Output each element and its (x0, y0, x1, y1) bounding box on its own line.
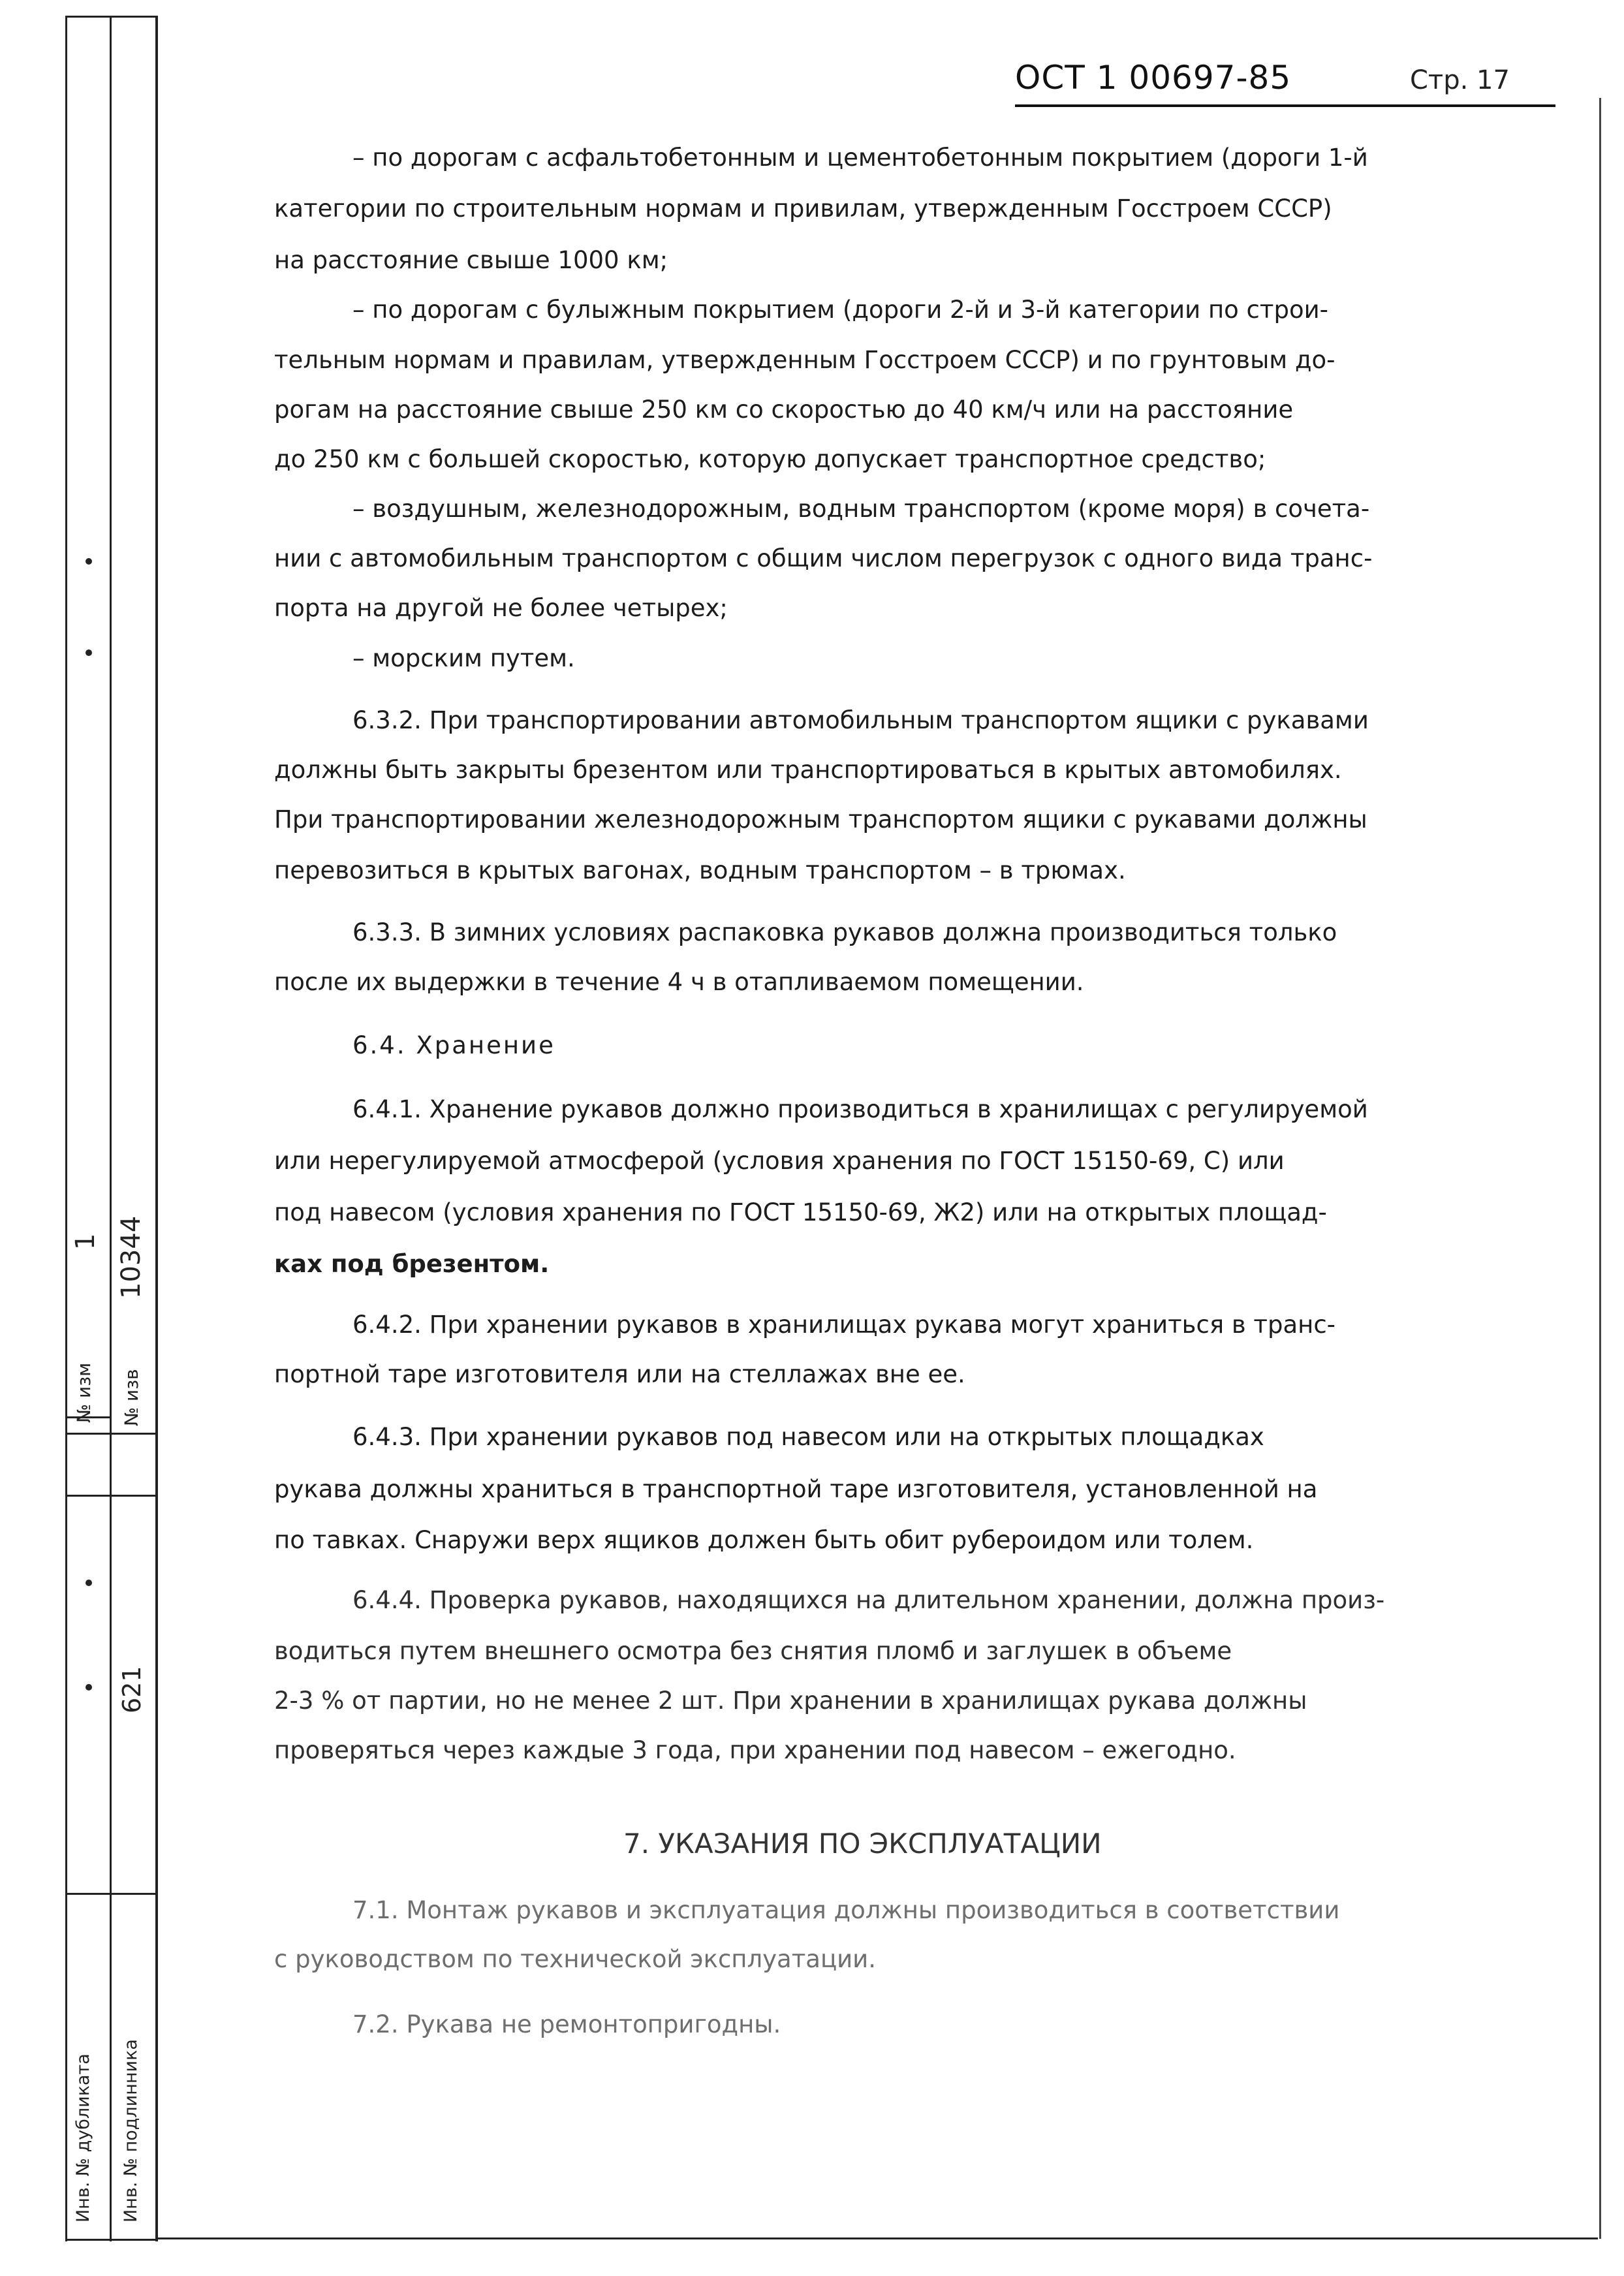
body-line: нии с автомобильным транспортом с общим числом перегрузок с одного вида транс- (274, 544, 1373, 572)
body-line: – по дорогам с булыжным покрытием (дороги 2-й и 3-й категории по строи- (352, 296, 1328, 324)
page-frame-right-border (1599, 98, 1601, 2239)
paragraph-6-4-1: 6.4.1. Хранение рукавов должно производиться в хранилищах с регулируемой (352, 1095, 1368, 1123)
paragraph-6-3-3: 6.3.3. В зимних условиях распаковка рукавов должна производиться только (352, 918, 1337, 946)
body-line: или нерегулируемой атмосферой (условия хранения по ГОСТ 15150-69, С) или (274, 1147, 1285, 1175)
body-line: категории по строительным нормам и привилам, утвержденным Госстроем СССР) (274, 195, 1332, 223)
paragraph-6-4-4: 6.4.4. Проверка рукавов, находящихся на длительном хранении, должна произ- (352, 1586, 1385, 1614)
stamp-mark (86, 1580, 92, 1586)
body-line: портной таре изготовителя или на стеллажах вне ее. (274, 1360, 965, 1388)
body-line: до 250 км с большей скоростью, которую допускает транспортное средство; (274, 445, 1266, 473)
subsection-title-storage: 6.4. Хранение (352, 1031, 555, 1059)
document-number: ОСТ 1 00697-85 (1015, 59, 1292, 97)
body-line: – по дорогам с асфальтобетонным и цементобетонным покрытием (дороги 1-й (352, 144, 1368, 172)
body-line: проверяться через каждые 3 года, при хранении под навесом – ежегодно. (274, 1736, 1236, 1764)
body-line: после их выдержки в течение 4 ч в отапливаемом помещении. (274, 968, 1084, 996)
notice-number-value: 10344 (116, 1215, 146, 1299)
original-inventory-label: Инв. № подлинника (121, 2039, 141, 2222)
stamp-divider (65, 1495, 157, 1497)
body-line: 2-3 % от партии, но не менее 2 шт. При хранении в хранилищах рукава должны (274, 1687, 1307, 1715)
body-line: – воздушным, железнодорожным, водным транспортом (кроме моря) в сочета- (352, 495, 1370, 523)
stamp-divider (65, 16, 157, 18)
inventory-number-value: 621 (117, 1666, 146, 1713)
stamp-divider (65, 2239, 157, 2241)
body-line: порта на другой не более четырех; (274, 594, 728, 622)
stamp-divider (65, 1433, 157, 1435)
body-line: тельным нормам и правилам, утвержденным Госстроем СССР) и по грунтовым до- (274, 346, 1335, 374)
page-frame-left-border (155, 16, 158, 2241)
stamp-mark (86, 558, 92, 565)
header-underline (1015, 104, 1555, 107)
body-line: перевозиться в крытых вагонах, водным транспортом – в трюмах. (274, 856, 1126, 884)
duplicate-inventory-label: Инв. № дубликата (73, 2053, 93, 2222)
body-line: под навесом (условия хранения по ГОСТ 15150-69, Ж2) или на открытых площад- (274, 1198, 1327, 1226)
body-line: по тавках. Снаружи верх ящиков должен быть обит рубероидом или толем. (274, 1526, 1254, 1554)
change-number-value: 1 (70, 1233, 101, 1250)
section-7-heading: 7. УКАЗАНИЯ ПО ЭКСПЛУАТАЦИИ (623, 1828, 1102, 1860)
paragraph-7-1: 7.1. Монтаж рукавов и эксплуатация должны производиться в соответствии (352, 1896, 1340, 1924)
paragraph-7-2: 7.2. Рукава не ремонтопригодны. (352, 2010, 781, 2038)
body-line: рогам на расстояние свыше 250 км со скоростью до 40 км/ч или на расстояние (274, 396, 1294, 424)
body-line: на расстояние свыше 1000 км; (274, 246, 668, 274)
paragraph-6-3-2: 6.3.2. При транспортировании автомобильным транспортом ящики с рукавами (352, 706, 1369, 734)
page-number: Стр. 17 (1410, 65, 1510, 95)
change-number-label: № изм (73, 1362, 95, 1423)
paragraph-6-4-3: 6.4.3. При хранении рукавов под навесом или на открытых площадках (352, 1423, 1264, 1451)
notice-number-label: № изв (121, 1369, 142, 1426)
stamp-mark (86, 1684, 92, 1691)
stamp-mark (86, 649, 92, 656)
paragraph-6-4-2: 6.4.2. При хранении рукавов в хранилищах рукава могут храниться в транс- (352, 1311, 1336, 1339)
body-line: – морским путем. (352, 644, 575, 672)
stamp-column-divider (110, 16, 112, 2241)
body-line: рукава должны храниться в транспортной таре изготовителя, установленной на (274, 1475, 1318, 1503)
page-frame-bottom-border (155, 2237, 1598, 2239)
body-line: водиться путем внешнего осмотра без снятия пломб и заглушек в объеме (274, 1637, 1232, 1665)
body-line: с руководством по технической эксплуатации. (274, 1945, 876, 1973)
body-line: При транспортировании железнодорожным транспортом ящики с рукавами должны (274, 805, 1367, 834)
body-line: ках под брезентом. (274, 1250, 550, 1278)
body-line: должны быть закрыты брезентом или транспортироваться в крытых автомобилях. (274, 756, 1342, 784)
stamp-column-left-border (65, 16, 67, 2241)
stamp-divider (65, 1893, 157, 1895)
